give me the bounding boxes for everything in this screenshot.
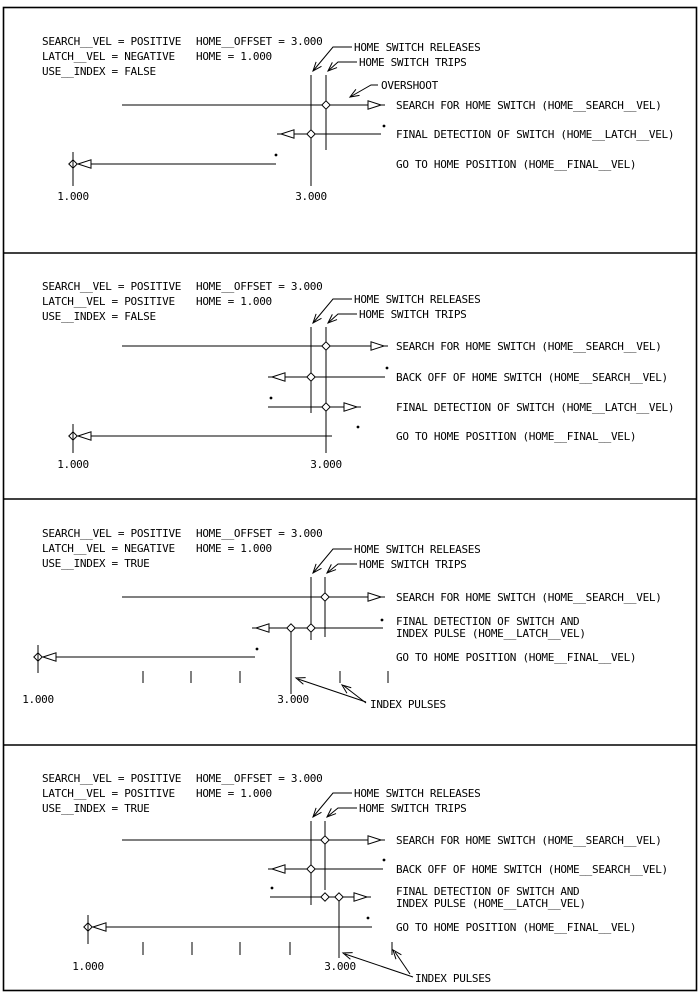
param-home: HOME = 1.000	[196, 295, 272, 308]
param-home-offset: HOME__OFFSET = 3.000	[196, 527, 323, 540]
panel-1-latch-negative-no-index	[42, 35, 674, 203]
motion-go-home	[34, 648, 636, 664]
motion-search	[122, 99, 662, 112]
param-home-offset: HOME__OFFSET = 3.000	[196, 772, 323, 785]
step-label-final-line2: INDEX PULSE (HOME__LATCH__VEL)	[396, 627, 586, 640]
callout-index-pulses	[342, 948, 491, 985]
step-label-gohome: GO TO HOME POSITION (HOME__FINAL__VEL)	[396, 921, 637, 934]
axis-label-offset: 3.000	[310, 458, 342, 471]
motion-go-home	[69, 426, 636, 443]
motion-final-detection	[277, 125, 674, 141]
svg-text:HOME SWITCH RELEASES: HOME SWITCH RELEASES	[354, 787, 481, 800]
callout-home-switch-trips	[325, 802, 467, 820]
panel-4-latch-positive-index	[42, 772, 668, 985]
param-latch-vel: LATCH__VEL = POSITIVE	[42, 295, 175, 308]
step-label-search: SEARCH FOR HOME SWITCH (HOME__SEARCH__VEL)	[396, 340, 662, 353]
step-label-final: FINAL DETECTION OF SWITCH (HOME__LATCH__VEL)	[396, 128, 675, 141]
motion-final-detection	[252, 615, 586, 640]
motion-search	[122, 340, 662, 353]
step-label-final: FINAL DETECTION OF SWITCH (HOME__LATCH__VEL)	[396, 401, 675, 414]
param-search-vel: SEARCH__VEL = POSITIVE	[42, 35, 182, 48]
param-use-index: USE__INDEX = FALSE	[42, 310, 156, 323]
svg-text:HOME SWITCH RELEASES: HOME SWITCH RELEASES	[354, 543, 481, 556]
param-latch-vel: LATCH__VEL = NEGATIVE	[42, 542, 175, 555]
callout-home-switch-trips	[326, 308, 467, 326]
svg-text:HOME SWITCH TRIPS: HOME SWITCH TRIPS	[359, 558, 467, 571]
callout-home-switch-trips	[326, 56, 467, 74]
param-use-index: USE__INDEX = TRUE	[42, 802, 150, 815]
motion-final-detection	[268, 397, 674, 414]
param-home: HOME = 1.000	[196, 787, 272, 800]
motion-go-home	[69, 154, 636, 171]
step-label-gohome: GO TO HOME POSITION (HOME__FINAL__VEL)	[396, 430, 637, 443]
param-search-vel: SEARCH__VEL = POSITIVE	[42, 772, 182, 785]
param-search-vel: SEARCH__VEL = POSITIVE	[42, 527, 182, 540]
axis-label-home: 1.000	[57, 458, 89, 471]
step-label-search: SEARCH FOR HOME SWITCH (HOME__SEARCH__VEL)	[396, 591, 662, 604]
callout-home-switch-trips	[325, 558, 467, 576]
svg-text:HOME SWITCH RELEASES: HOME SWITCH RELEASES	[354, 293, 481, 306]
param-home: HOME = 1.000	[196, 50, 272, 63]
svg-text:HOME SWITCH TRIPS: HOME SWITCH TRIPS	[359, 56, 467, 69]
motion-go-home	[84, 917, 636, 934]
axis-label-home: 1.000	[22, 693, 54, 706]
index-pulse-ticks	[143, 942, 392, 955]
param-home-offset: HOME__OFFSET = 3.000	[196, 35, 323, 48]
svg-text:HOME SWITCH TRIPS: HOME SWITCH TRIPS	[359, 802, 467, 815]
param-home-offset: HOME__OFFSET = 3.000	[196, 280, 323, 293]
axis-label-offset: 3.000	[295, 190, 327, 203]
motion-search	[122, 591, 662, 604]
step-label-gohome: GO TO HOME POSITION (HOME__FINAL__VEL)	[396, 651, 637, 664]
step-label-final-line2: INDEX PULSE (HOME__LATCH__VEL)	[396, 897, 586, 910]
motion-backoff	[268, 367, 668, 384]
svg-text:HOME SWITCH RELEASES: HOME SWITCH RELEASES	[354, 41, 481, 54]
param-home: HOME = 1.000	[196, 542, 272, 555]
svg-text:HOME SWITCH TRIPS: HOME SWITCH TRIPS	[359, 308, 467, 321]
param-use-index: USE__INDEX = FALSE	[42, 65, 156, 78]
step-label-final-line1: FINAL DETECTION OF SWITCH AND	[396, 615, 580, 628]
step-label-gohome: GO TO HOME POSITION (HOME__FINAL__VEL)	[396, 158, 637, 171]
param-latch-vel: LATCH__VEL = POSITIVE	[42, 787, 175, 800]
axis-label-home: 1.000	[72, 960, 104, 973]
step-label-final-line1: FINAL DETECTION OF SWITCH AND	[396, 885, 580, 898]
step-label-backoff: BACK OFF OF HOME SWITCH (HOME__SEARCH__VEL)	[396, 863, 668, 876]
step-label-search: SEARCH FOR HOME SWITCH (HOME__SEARCH__VEL)	[396, 834, 662, 847]
param-search-vel: SEARCH__VEL = POSITIVE	[42, 280, 182, 293]
param-latch-vel: LATCH__VEL = NEGATIVE	[42, 50, 175, 63]
index-pulses-label: INDEX PULSES	[370, 698, 446, 711]
panel-3-latch-negative-index	[22, 527, 661, 711]
step-label-backoff: BACK OFF OF HOME SWITCH (HOME__SEARCH__VEL)	[396, 371, 668, 384]
svg-text:OVERSHOOT: OVERSHOOT	[381, 79, 438, 92]
index-pulse-ticks	[143, 671, 388, 683]
callout-overshoot	[348, 79, 438, 100]
axis-label-offset: 3.000	[324, 960, 356, 973]
index-pulses-label: INDEX PULSES	[415, 972, 491, 985]
step-label-search: SEARCH FOR HOME SWITCH (HOME__SEARCH__VEL)	[396, 99, 662, 112]
motion-backoff	[268, 859, 668, 876]
callout-index-pulses	[295, 675, 446, 711]
panel-2-latch-positive-no-index	[42, 280, 674, 471]
axis-label-home: 1.000	[57, 190, 89, 203]
param-use-index: USE__INDEX = TRUE	[42, 557, 150, 570]
axis-label-offset: 3.000	[277, 693, 309, 706]
motion-search	[122, 834, 662, 847]
motion-final-detection	[270, 885, 586, 910]
